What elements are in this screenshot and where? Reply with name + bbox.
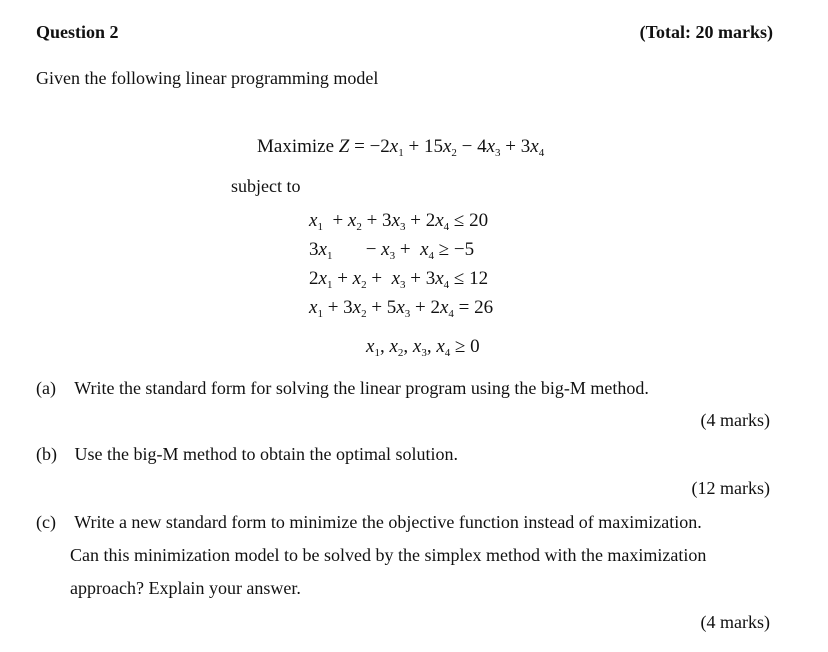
question-title: Question 2 [36, 22, 119, 42]
constraint-2: $3x_1$ − $x_3 + x_4 \ge -5$ [309, 239, 475, 262]
constraint-4: $x_1 + 3x_2 + 5x_3 + 2x_4 = 26$ [309, 297, 494, 320]
part-a-marks: (4 marks) [700, 410, 770, 430]
part-a-label: (a) [36, 378, 56, 398]
part-c-line-3: approach? Explain your answer. [70, 578, 301, 598]
part-c-line-2: Can this minimization model to be solved by the simplex method with the maximization [70, 545, 707, 565]
part-c-line-1: Write a new standard form to minimize the objective function instead of maximization. [74, 512, 702, 532]
subject-to-label: subject to [231, 176, 301, 196]
nonnegativity-constraint: $x_1$, $x_2$, $x_3$, $x_4 \ge 0$ [366, 336, 480, 359]
constraint-1: $x_1 + x_2 + 3x_3 + 2x_4 \le 20$ [309, 210, 489, 233]
part-c-label: (c) [36, 512, 56, 532]
part-c-marks: (4 marks) [700, 612, 770, 632]
constraint-3: $2x_1 + x_2 + x_3 + 3x_4 \le 12$ [309, 268, 489, 291]
part-a [36, 378, 649, 399]
part-b [36, 444, 458, 465]
constraints-block [309, 206, 493, 322]
part-b-marks: (12 marks) [691, 478, 770, 498]
objective-expression: $Z = -2x_1 + 15x_2 - 4x_3 + 3x_4$ [338, 136, 545, 159]
total-marks: (Total: 20 marks) [639, 22, 773, 42]
objective-function [257, 136, 544, 159]
part-a-text: Write the standard form for solving the linear program using the big-M method. [74, 378, 649, 398]
part-b-text: Use the big-M method to obtain the optimal solution. [74, 444, 458, 464]
part-b-label: (b) [36, 444, 57, 464]
part-c [36, 512, 702, 533]
intro-text: Given the following linear programming model [36, 68, 379, 88]
objective-prefix: Maximize [257, 136, 335, 157]
